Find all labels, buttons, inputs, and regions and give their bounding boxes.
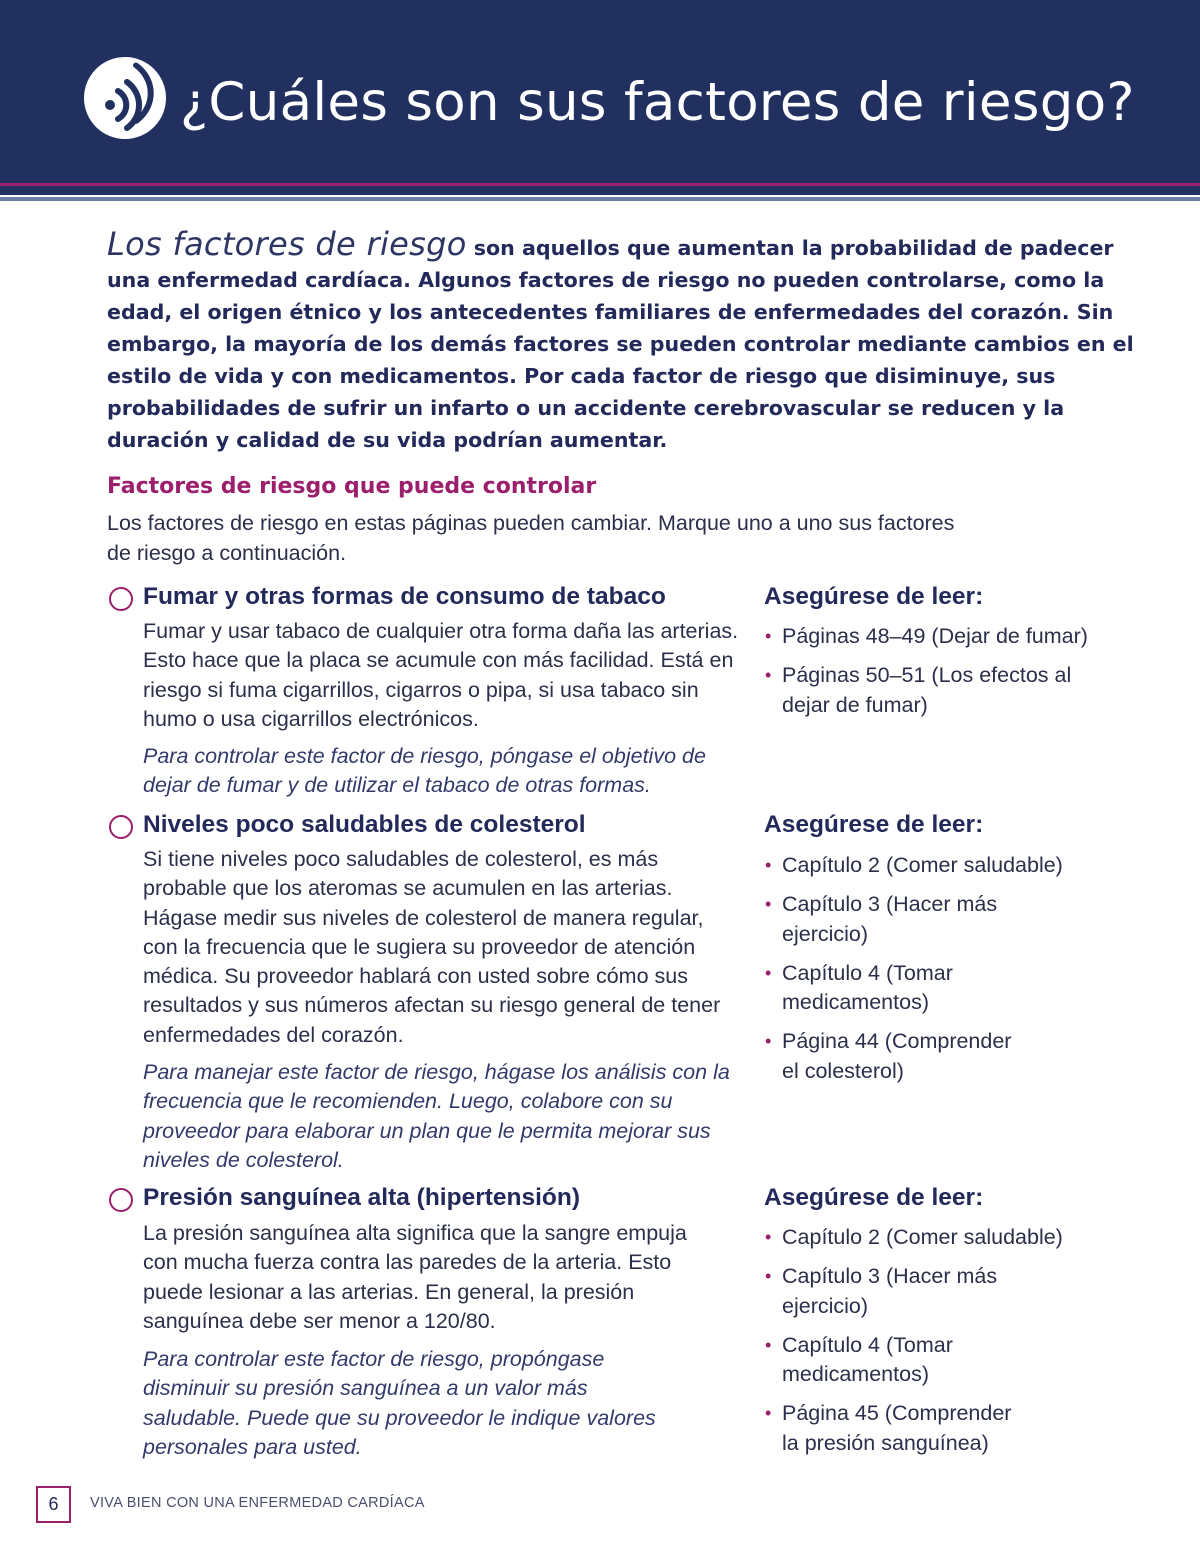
read-item: • Capítulo 3 (Hacer más ejercicio) bbox=[765, 892, 998, 946]
read-item: • Capítulo 4 (Tomar medicamentos) bbox=[765, 1332, 953, 1386]
header-band bbox=[0, 0, 1200, 183]
intro-paragraph bbox=[107, 225, 1137, 456]
intro-text: son aquellos que aumentan la probabilidad de padecer una enfermedad cardíaca. Algunos factores de riesgo no pueden controlarse, como la edad, el origen étnico y los antecedentes familiares de enfermedades del corazón. Sin embargo, la mayoría de los demás factores se pueden controlar mediante cambios en el estilo de vida y con medicamentos. Por cada factor de riesgo que disiminuye, sus probabilidades de sufrir un infarto o un accidente cerebrovascular se reducen y la duración y calidad de su vida podrían aumentar. bbox=[107, 236, 1134, 452]
header-divider-navy bbox=[0, 186, 1200, 195]
section-description: Los factores de riesgo en estas páginas pueden cambiar. Marque uno a uno sus factores de riesgo a continuación. bbox=[107, 511, 955, 565]
page-title: ¿Cuáles son sus factores de riesgo? bbox=[180, 72, 1135, 133]
bullet-icon: • bbox=[765, 1266, 772, 1286]
sound-waves-icon bbox=[84, 57, 166, 139]
factor-title-cholesterol: Niveles poco saludables de colesterol bbox=[143, 811, 586, 838]
read-item: • Página 45 (Comprender la presión sanguínea) bbox=[765, 1401, 1012, 1455]
bullet-icon: • bbox=[765, 894, 772, 914]
read-item: • Páginas 50–51 (Los efectos al dejar de fumar) bbox=[765, 663, 1072, 717]
factor-tip-smoking: Para controlar este factor de riesgo, póngase el objetivo de dejar de fumar y de utilizar el tabaco de otras formas. bbox=[143, 744, 706, 798]
bullet-icon: • bbox=[765, 1403, 772, 1423]
bullet-icon: • bbox=[765, 962, 772, 983]
read-item: • Capítulo 2 (Comer saludable) bbox=[764, 1223, 1034, 1253]
read-item: • Capítulo 4 (Tomar medicamentos) bbox=[765, 960, 953, 1014]
bullet-icon: • bbox=[765, 626, 772, 646]
factor-tip-hypertension: Para controlar este factor de riesgo, propóngase disminuir su presión sanguínea a un valor más saludable. Puede que su proveedor le indique valores personales para usted. bbox=[143, 1347, 656, 1459]
footer-title: VIVA BIEN CON UNA ENFERMEDAD CARDÍACA bbox=[90, 1495, 425, 1511]
read-title-cholesterol: Asegúrese de leer: bbox=[764, 811, 984, 838]
factor-title-hypertension: Presión sanguínea alta (hipertensión) bbox=[143, 1184, 581, 1211]
factor-body-hypertension: La presión sanguínea alta significa que la sangre empuja con mucha fuerza contra las paredes de la arteria. Esto puede lesionar a las arterias. En general, la presión sanguínea debe ser menor a 120/80. bbox=[143, 1221, 687, 1333]
bullet-icon: • bbox=[765, 1031, 772, 1051]
factor-checkbox-smoking[interactable] bbox=[109, 587, 133, 611]
section-title: Factores de riesgo que puede controlar bbox=[107, 474, 597, 499]
factor-tip-cholesterol: Para manejar este factor de riesgo, hágase los análisis con la frecuencia que le recomienden. Luego, colabore con su proveedor para elaborar un plan que le permita mejorar sus niveles de colesterol. bbox=[143, 1060, 730, 1172]
factor-checkbox-hypertension[interactable] bbox=[109, 1188, 133, 1212]
intro-lead: Los factores de riesgo bbox=[107, 225, 467, 263]
bullet-icon: • bbox=[765, 1227, 772, 1247]
factor-title-smoking: Fumar y otras formas de consumo de tabaco bbox=[143, 583, 666, 610]
factor-body-cholesterol: Si tiene niveles poco saludables de colesterol, es más probable que los ateromas se acumulen en las arterias. Hágase medir sus niveles de colesterol de manera regular, con la frecuencia que le sugiera su proveedor de atención médica. Su proveedor hablará con usted sobre cómo sus resultados y sus números afectan su riesgo general de tener enfermedades del corazón. bbox=[143, 847, 721, 1047]
read-list-hypertension bbox=[764, 1223, 1063, 1468]
page-number: 6 bbox=[36, 1486, 71, 1523]
header-divider-steel bbox=[0, 197, 1200, 201]
bullet-icon: • bbox=[765, 1334, 772, 1355]
read-item: • Página 44 (Comprender el colesterol) bbox=[765, 1029, 1012, 1083]
read-list-smoking bbox=[764, 622, 1094, 730]
factor-checkbox-cholesterol[interactable] bbox=[109, 815, 133, 839]
read-list-cholesterol bbox=[764, 851, 1063, 1096]
read-item: • Páginas 48–49 (Dejar de fumar) bbox=[764, 622, 1094, 652]
bullet-icon: • bbox=[765, 855, 772, 875]
factor-body-smoking: Fumar y usar tabaco de cualquier otra forma daña las arterias. Esto hace que la placa se acumule con más facilidad. Está en riesgo si fuma cigarrillos, cigarros o pipa, si usa tabaco sin humo o usa cigarrillos electrónicos. bbox=[143, 619, 739, 731]
read-item: • Capítulo 3 (Hacer más ejercicio) bbox=[765, 1264, 998, 1318]
bullet-icon: • bbox=[765, 665, 772, 685]
read-item: • Capítulo 2 (Comer saludable) bbox=[764, 851, 1034, 881]
read-title-smoking: Asegúrese de leer: bbox=[764, 583, 984, 610]
read-title-hypertension: Asegúrese de leer: bbox=[764, 1184, 984, 1211]
